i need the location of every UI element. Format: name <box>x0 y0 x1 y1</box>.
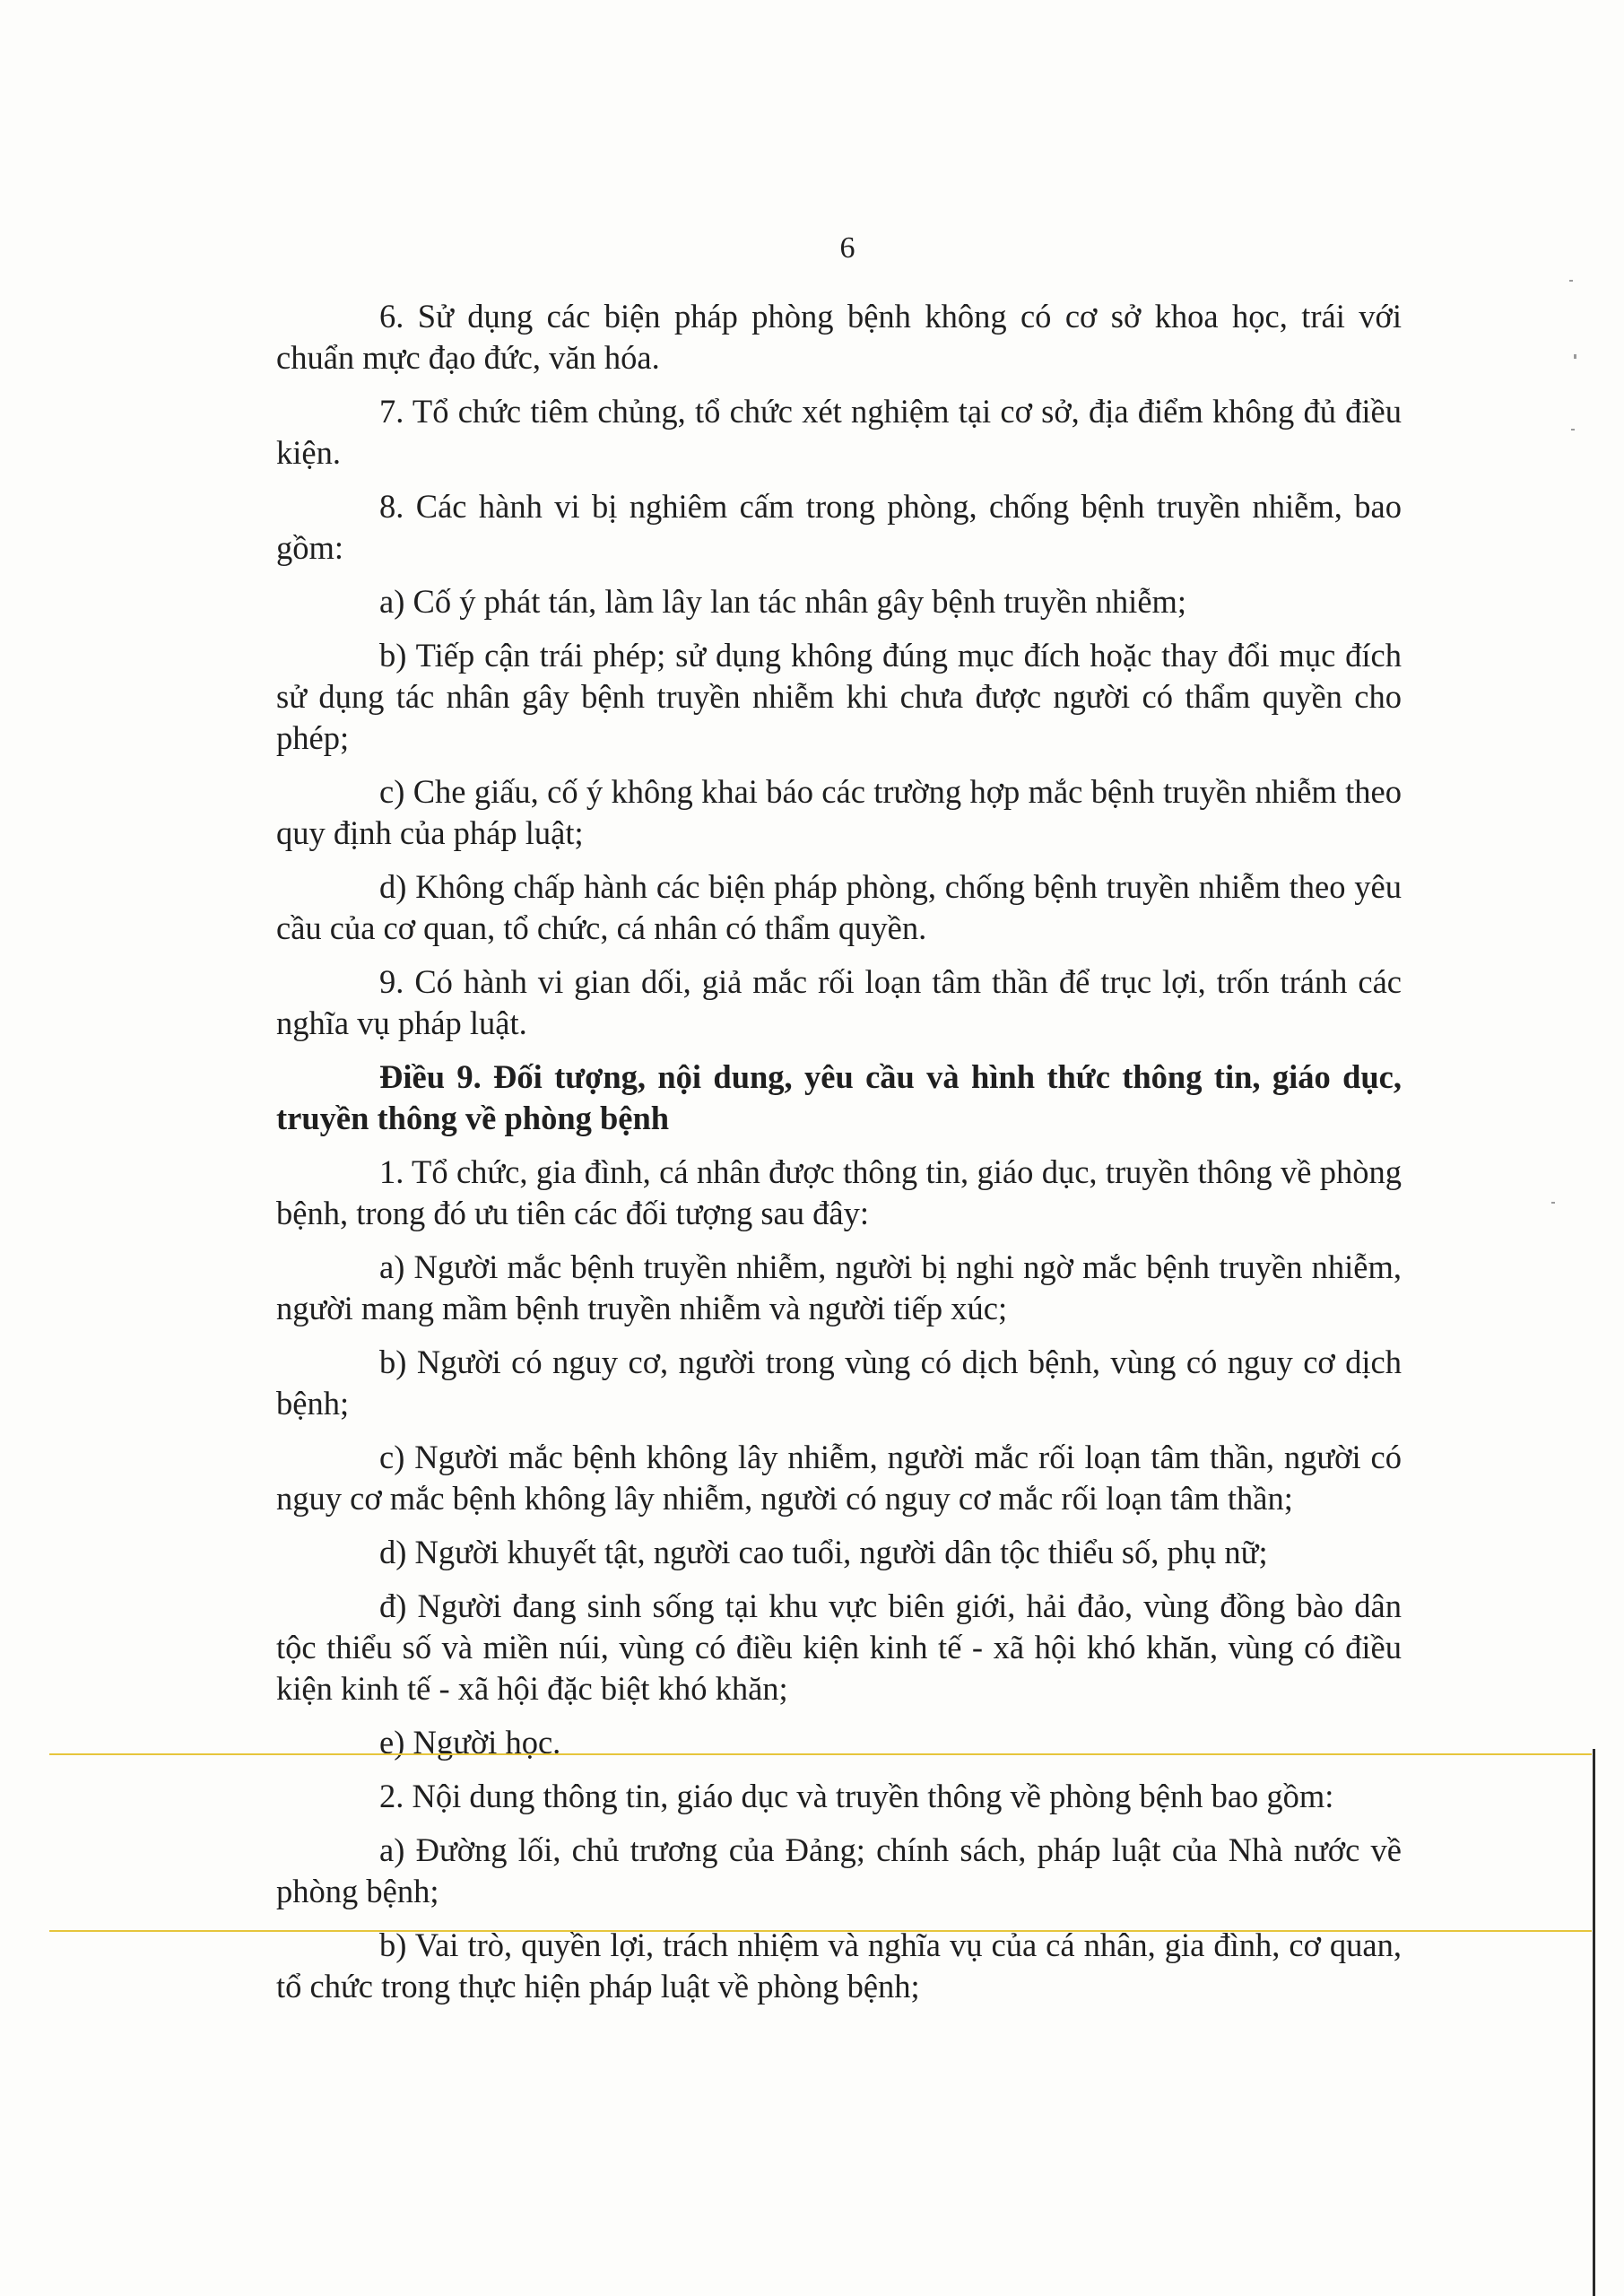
clause-8-c: c) Che giấu, cố ý không khai báo các trường hợp mắc bệnh truyền nhiễm theo quy định của pháp luật; <box>276 773 1402 851</box>
scan-highlight-line <box>49 1753 1592 1755</box>
article-9-clause-2-b: b) Vai trò, quyền lợi, trách nhiệm và nghĩa vụ của cá nhân, gia đình, cơ quan, tổ chức trong thực hiện pháp luật về phòng bệnh; <box>276 1926 1402 2005</box>
article-9-clause-1: 1. Tổ chức, gia đình, cá nhân được thông tin, giáo dục, truyền thông về phòng bệnh, trong đó ưu tiên các đối tượng sau đây: <box>276 1153 1402 1231</box>
article-9-heading: Điều 9. Đối tượng, nội dung, yêu cầu và hình thức thông tin, giáo dục, truyền thông về phòng bệnh <box>276 1058 1402 1136</box>
article-9-clause-1-c: c) Người mắc bệnh không lây nhiễm, người mắc rối loạn tâm thần, người có nguy cơ mắc bệnh không lây nhiễm, người có nguy cơ mắc rối loạn tâm thần; <box>276 1439 1402 1517</box>
article-9-clause-1-b: b) Người có nguy cơ, người trong vùng có dịch bệnh, vùng có nguy cơ dịch bệnh; <box>276 1344 1402 1422</box>
clause-8-b: b) Tiếp cận trái phép; sử dụng không đúng mục đích hoặc thay đổi mục đích sử dụng tác nhân gây bệnh truyền nhiễm khi chưa được người có thẩm quyền cho phép; <box>276 637 1402 756</box>
scan-speck <box>1551 1202 1555 1204</box>
clause-8: 8. Các hành vi bị nghiêm cấm trong phòng, chống bệnh truyền nhiễm, bao gồm: <box>276 488 1402 566</box>
scan-speck <box>1574 354 1576 359</box>
scan-speck <box>1569 280 1573 282</box>
page-number: 6 <box>839 231 855 265</box>
scan-highlight-line <box>49 1930 1592 1932</box>
scan-edge-line <box>1593 1749 1595 2296</box>
article-9-clause-1-d: d) Người khuyết tật, người cao tuổi, người dân tộc thiểu số, phụ nữ; <box>379 1534 1268 1570</box>
clause-6: 6. Sử dụng các biện pháp phòng bệnh không có cơ sở khoa học, trái với chuẩn mực đạo đức, văn hóa. <box>276 298 1402 376</box>
document-body <box>276 296 1402 2020</box>
article-9-clause-1-e: e) Người học. <box>379 1724 561 1761</box>
clause-9: 9. Có hành vi gian dối, giả mắc rối loạn tâm thần để trục lợi, trốn tránh các nghĩa vụ pháp luật. <box>276 963 1402 1041</box>
article-9-clause-1-a: a) Người mắc bệnh truyền nhiễm, người bị nghi ngờ mắc bệnh truyền nhiễm, người mang mầm bệnh truyền nhiễm và người tiếp xúc; <box>276 1248 1402 1326</box>
article-9-clause-2: 2. Nội dung thông tin, giáo dục và truyền thông về phòng bệnh bao gồm: <box>379 1778 1334 1814</box>
clause-8-d: d) Không chấp hành các biện pháp phòng, chống bệnh truyền nhiễm theo yêu cầu của cơ quan, tổ chức, cá nhân có thẩm quyền. <box>276 868 1402 946</box>
clause-7: 7. Tổ chức tiêm chủng, tổ chức xét nghiệm tại cơ sở, địa điểm không đủ điều kiện. <box>276 393 1402 471</box>
article-9-clause-1-dd: đ) Người đang sinh sống tại khu vực biên giới, hải đảo, vùng đồng bào dân tộc thiểu số và miền núi, vùng có điều kiện kinh tế - xã hội khó khăn, vùng có điều kiện kinh tế - xã hội đặc biệt khó khăn; <box>276 1587 1402 1707</box>
clause-8-a: a) Cố ý phát tán, làm lây lan tác nhân gây bệnh truyền nhiễm; <box>379 583 1187 620</box>
article-9-clause-2-a: a) Đường lối, chủ trương của Đảng; chính sách, pháp luật của Nhà nước về phòng bệnh; <box>276 1831 1402 1909</box>
scan-speck <box>1571 429 1575 430</box>
